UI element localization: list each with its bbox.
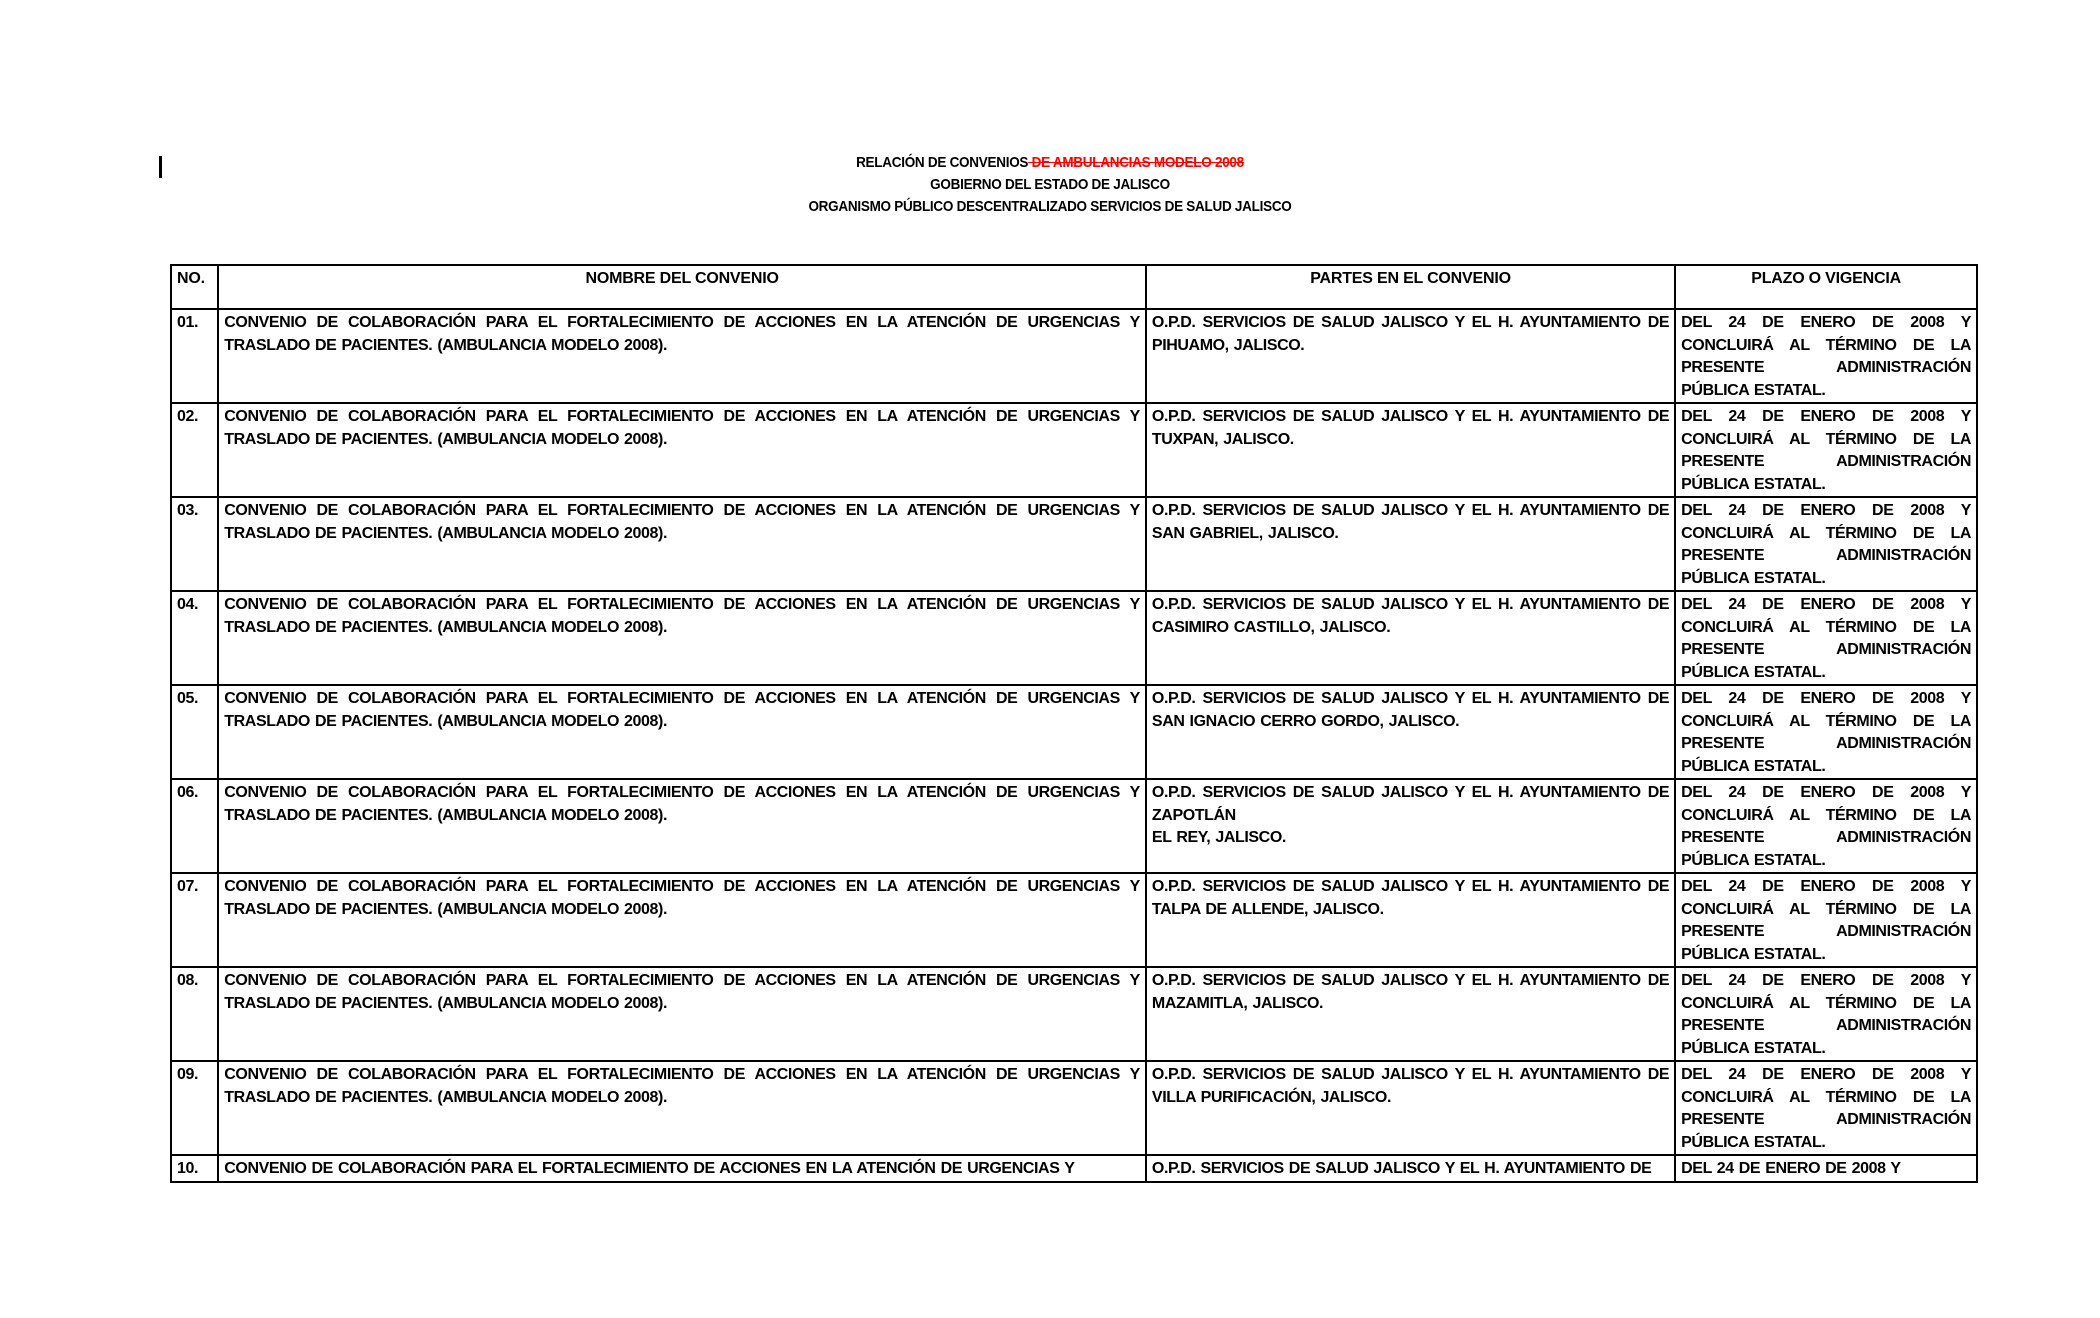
cell-plazo [1675,591,1977,685]
table-body [171,309,1977,1182]
agreements-table [170,264,1978,1183]
table-header-row [171,265,1977,309]
cell-partes [1146,779,1675,873]
cell-no-text: 04. [177,596,199,613]
cell-nombre-text: CONVENIO DE COLABORACIÓN PARA EL FORTALECIMIENTO DE ACCIONES EN LA ATENCIÓN DE URGENCIAS Y TRASLADO DE PACIENTES. (AMBULANCIA MODELO 2008). [224,878,1140,918]
cell-no [171,873,218,967]
cell-plazo [1675,497,1977,591]
cell-nombre [218,1155,1146,1182]
cell-plazo [1675,685,1977,779]
cell-plazo [1675,967,1977,1061]
cell-no-text: 03. [177,502,199,519]
column-header-partes: PARTES EN EL CONVENIO [1146,265,1675,309]
cell-partes-text: O.P.D. SERVICIOS DE SALUD JALISCO Y EL H. AYUNTAMIENTO DE ZAPOTLÁN [1151,784,1670,824]
table-row [171,1061,1977,1155]
cell-partes [1146,685,1675,779]
cell-nombre-text: CONVENIO DE COLABORACIÓN PARA EL FORTALECIMIENTO DE ACCIONES EN LA ATENCIÓN DE URGENCIAS Y TRASLADO DE PACIENTES. (AMBULANCIA MODELO 2008). [224,690,1140,730]
cell-plazo-text: DEL 24 DE ENERO DE 2008 Y CONCLUIRÁ AL TÉRMINO DE LA PRESENTE ADMINISTRACIÓN PÚBLICA ESTATAL. [1681,314,1971,399]
cell-nombre-text: CONVENIO DE COLABORACIÓN PARA EL FORTALECIMIENTO DE ACCIONES EN LA ATENCIÓN DE URGENCIAS Y TRASLADO DE PACIENTES. (AMBULANCIA MODELO 2008). [224,972,1140,1012]
cell-partes-text: O.P.D. SERVICIOS DE SALUD JALISCO Y EL H. AYUNTAMIENTO DE VILLA PURIFICACIÓN, JALISCO. [1151,1066,1670,1106]
cell-no [171,403,218,497]
table-row [171,591,1977,685]
cell-plazo-text: DEL 24 DE ENERO DE 2008 Y CONCLUIRÁ AL TÉRMINO DE LA PRESENTE ADMINISTRACIÓN PÚBLICA ESTATAL. [1681,878,1971,963]
cell-no [171,1061,218,1155]
cell-plazo-text: DEL 24 DE ENERO DE 2008 Y CONCLUIRÁ AL TÉRMINO DE LA PRESENTE ADMINISTRACIÓN PÚBLICA ESTATAL. [1681,784,1971,869]
cell-no-text: 09. [177,1066,199,1083]
document-header [0,152,2100,218]
cell-partes [1146,873,1675,967]
cell-partes [1146,403,1675,497]
cell-no-text: 01. [177,314,199,331]
struck-revision-text: DE AMBULANCIAS MODELO 2008 [1028,154,1244,171]
table-row [171,497,1977,591]
cell-partes-text: O.P.D. SERVICIOS DE SALUD JALISCO Y EL H. AYUNTAMIENTO DE [1151,1160,1652,1177]
cell-no-text: 06. [177,784,199,801]
cell-no-text: 08. [177,972,199,989]
cell-nombre-text: CONVENIO DE COLABORACIÓN PARA EL FORTALECIMIENTO DE ACCIONES EN LA ATENCIÓN DE URGENCIAS Y [224,1160,1075,1177]
cell-partes-text: O.P.D. SERVICIOS DE SALUD JALISCO Y EL H. AYUNTAMIENTO DE SAN IGNACIO CERRO GORDO, JALISCO. [1151,690,1670,730]
header-line-1 [105,152,1995,174]
cell-plazo-text: DEL 24 DE ENERO DE 2008 Y CONCLUIRÁ AL TÉRMINO DE LA PRESENTE ADMINISTRACIÓN PÚBLICA ESTATAL. [1681,972,1971,1057]
header-title: RELACIÓN DE CONVENIOS [856,154,1029,171]
cell-no [171,1155,218,1182]
cell-partes-extra-text: EL REY, JALISCO. [1151,829,1286,846]
cell-no [171,591,218,685]
cell-plazo [1675,873,1977,967]
table-row [171,309,1977,403]
column-header-no: NO. [171,265,218,309]
cell-no-text: 10. [177,1160,199,1177]
cell-no [171,779,218,873]
cell-partes-text: O.P.D. SERVICIOS DE SALUD JALISCO Y EL H. AYUNTAMIENTO DE PIHUAMO, JALISCO. [1151,314,1670,354]
column-header-nombre: NOMBRE DEL CONVENIO [218,265,1146,309]
cell-plazo-text: DEL 24 DE ENERO DE 2008 Y CONCLUIRÁ AL TÉRMINO DE LA PRESENTE ADMINISTRACIÓN PÚBLICA ESTATAL. [1681,1066,1971,1151]
cell-plazo-text: DEL 24 DE ENERO DE 2008 Y CONCLUIRÁ AL TÉRMINO DE LA PRESENTE ADMINISTRACIÓN PÚBLICA ESTATAL. [1681,502,1971,587]
cell-nombre-text: CONVENIO DE COLABORACIÓN PARA EL FORTALECIMIENTO DE ACCIONES EN LA ATENCIÓN DE URGENCIAS Y TRASLADO DE PACIENTES. (AMBULANCIA MODELO 2008). [224,314,1140,354]
cell-partes [1146,309,1675,403]
cell-nombre [218,309,1146,403]
cell-plazo [1675,1155,1977,1182]
cell-plazo [1675,403,1977,497]
cell-plazo [1675,1061,1977,1155]
cell-plazo-text: DEL 24 DE ENERO DE 2008 Y CONCLUIRÁ AL TÉRMINO DE LA PRESENTE ADMINISTRACIÓN PÚBLICA ESTATAL. [1681,596,1971,681]
cell-nombre [218,591,1146,685]
cell-partes [1146,967,1675,1061]
cell-plazo [1675,309,1977,403]
cell-partes-text: O.P.D. SERVICIOS DE SALUD JALISCO Y EL H. AYUNTAMIENTO DE TUXPAN, JALISCO. [1151,408,1670,448]
cell-no-text: 07. [177,878,199,895]
cell-nombre [218,497,1146,591]
cell-partes [1146,497,1675,591]
cell-plazo [1675,779,1977,873]
cell-partes-text: O.P.D. SERVICIOS DE SALUD JALISCO Y EL H. AYUNTAMIENTO DE TALPA DE ALLENDE, JALISCO. [1151,878,1670,918]
cell-nombre-text: CONVENIO DE COLABORACIÓN PARA EL FORTALECIMIENTO DE ACCIONES EN LA ATENCIÓN DE URGENCIAS Y TRASLADO DE PACIENTES. (AMBULANCIA MODELO 2008). [224,408,1140,448]
table-row [171,1155,1977,1182]
table-row [171,873,1977,967]
cell-nombre [218,685,1146,779]
cell-partes [1146,1155,1675,1182]
cell-plazo-text: DEL 24 DE ENERO DE 2008 Y CONCLUIRÁ AL TÉRMINO DE LA PRESENTE ADMINISTRACIÓN PÚBLICA ESTATAL. [1681,690,1971,775]
cell-no [171,967,218,1061]
header-government: GOBIERNO DEL ESTADO DE JALISCO [930,176,1170,193]
cell-nombre [218,873,1146,967]
column-header-plazo: PLAZO O VIGENCIA [1675,265,1977,309]
cell-partes [1146,1061,1675,1155]
cell-no [171,497,218,591]
cell-partes [1146,591,1675,685]
cell-plazo-text: DEL 24 DE ENERO DE 2008 Y [1681,1160,1901,1177]
cell-partes-text: O.P.D. SERVICIOS DE SALUD JALISCO Y EL H. AYUNTAMIENTO DE SAN GABRIEL, JALISCO. [1151,502,1670,542]
cell-nombre [218,1061,1146,1155]
cell-nombre-text: CONVENIO DE COLABORACIÓN PARA EL FORTALECIMIENTO DE ACCIONES EN LA ATENCIÓN DE URGENCIAS Y TRASLADO DE PACIENTES. (AMBULANCIA MODELO 2008). [224,1066,1140,1106]
cell-plazo-text: DEL 24 DE ENERO DE 2008 Y CONCLUIRÁ AL TÉRMINO DE LA PRESENTE ADMINISTRACIÓN PÚBLICA ESTATAL. [1681,408,1971,493]
table-row [171,685,1977,779]
cell-nombre-text: CONVENIO DE COLABORACIÓN PARA EL FORTALECIMIENTO DE ACCIONES EN LA ATENCIÓN DE URGENCIAS Y TRASLADO DE PACIENTES. (AMBULANCIA MODELO 2008). [224,784,1140,824]
cell-no [171,685,218,779]
cell-partes-text: O.P.D. SERVICIOS DE SALUD JALISCO Y EL H. AYUNTAMIENTO DE CASIMIRO CASTILLO, JALISCO. [1151,596,1670,636]
cell-no [171,309,218,403]
cell-nombre-text: CONVENIO DE COLABORACIÓN PARA EL FORTALECIMIENTO DE ACCIONES EN LA ATENCIÓN DE URGENCIAS Y TRASLADO DE PACIENTES. (AMBULANCIA MODELO 2008). [224,502,1140,542]
cell-partes-text: O.P.D. SERVICIOS DE SALUD JALISCO Y EL H. AYUNTAMIENTO DE MAZAMITLA, JALISCO. [1151,972,1670,1012]
cell-nombre [218,967,1146,1061]
cell-nombre [218,403,1146,497]
table-row [171,403,1977,497]
table-row [171,779,1977,873]
cell-no-text: 02. [177,408,199,425]
cell-no-text: 05. [177,690,199,707]
table-row [171,967,1977,1061]
cell-nombre-text: CONVENIO DE COLABORACIÓN PARA EL FORTALECIMIENTO DE ACCIONES EN LA ATENCIÓN DE URGENCIAS Y TRASLADO DE PACIENTES. (AMBULANCIA MODELO 2008). [224,596,1140,636]
header-organism: ORGANISMO PÚBLICO DESCENTRALIZADO SERVICIOS DE SALUD JALISCO [808,198,1292,215]
cell-nombre [218,779,1146,873]
